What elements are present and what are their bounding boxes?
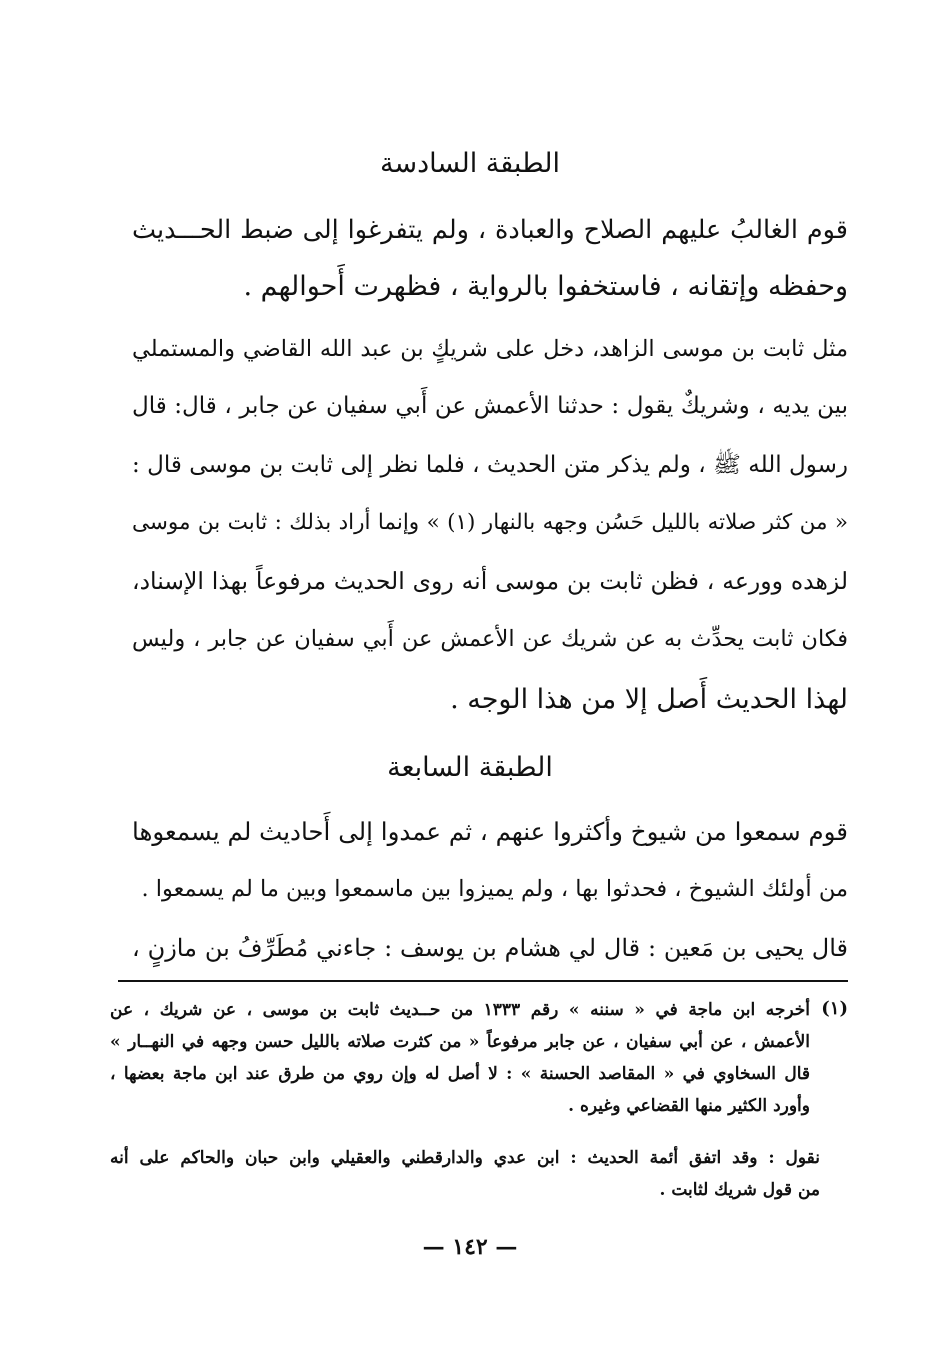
footnote-line: وأورد الكثير منها القضاعي وغيره .: [568, 1096, 810, 1116]
body-line: قوم الغالبُ عليهم الصلاح والعبادة ، ولم يتفرغوا إلى ضبط الحـــديث: [132, 215, 848, 245]
body-line: لزهده وورعه ، فظن ثابت بن موسى أنه روى الحديث مرفوعاً بهذا الإسناد،: [132, 567, 848, 595]
footnote-separator: [118, 980, 848, 982]
section-heading-seventh: الطبقة السابعة: [387, 752, 553, 783]
body-line: من أولئك الشيوخ ، فحدثوا بها ، ولم يميزوا بين ماسمعوا وبين ما لم يسمعوا .: [141, 876, 848, 902]
body-line: لهذا الحديث أَصل إلا من هذا الوجه .: [450, 684, 848, 715]
body-line: مثل ثابت بن موسى الزاهد، دخل على شريكٍ بن عبد الله القاضي والمستملي: [132, 336, 848, 362]
page-number: — ١٤٢ —: [422, 1234, 518, 1260]
footnote-number: (١): [821, 998, 848, 1019]
footnote-line: قال السخاوي في « المقاصد الحسنة » : لا أصل له وإن روي من طرق عند ابن ماجة بعضها ،: [110, 1064, 810, 1084]
body-line: رسول الله ﷺ ، ولم يذكر متن الحديث ، فلما نظر إلى ثابت بن موسى قال :: [132, 452, 848, 478]
footnote-line: الأعمش ، عن أبي سفيان ، عن جابر مرفوعاً « من كثرت صلاته بالليل حسن وجهه في النهــار »: [110, 1032, 810, 1052]
body-line: قال يحيى بن مَعين : قال لي هشام بن يوسف : جاءني مُطَرِّفُ بن مازنٍ ،: [132, 934, 848, 962]
body-line: « من كثر صلاته بالليل حَسُن وجهه بالنهار (١) » وإنما أراد بذلك : ثابت بن موسى: [132, 510, 848, 535]
section-heading-sixth: الطبقة السادسة: [380, 148, 560, 179]
body-line: وحفظه وإتقانه ، فاستخفوا بالرواية ، فظهرت أَحوالهم .: [243, 271, 848, 302]
footnote-line: نقول : وقد اتفق أئمة الحديث : ابن عدي والدارقطني والعقيلي وابن حبان والحاكم على أنه: [110, 1148, 820, 1168]
body-line: فكان ثابت يحدِّث به عن شريك عن الأعمش عن أَبي سفيان عن جابر ، وليس: [132, 626, 848, 652]
body-line: بين يديه ، وشريكٌ يقول : حدثنا الأعمش عن أَبي سفيان عن جابر ، قال: قال: [132, 393, 848, 419]
footnote-line: أخرجه ابن ماجة في « سننه » رقم ١٣٣٣ من حــديث ثابت بن موسى ، عن شريك ، عن: [110, 1000, 811, 1020]
body-line: قوم سمعوا من شيوخ وأكثروا عنهم ، ثم عمدوا إلى أَحاديث لم يسمعوها: [132, 817, 848, 846]
footnote-line: من قول شريك لثابت .: [659, 1180, 820, 1200]
